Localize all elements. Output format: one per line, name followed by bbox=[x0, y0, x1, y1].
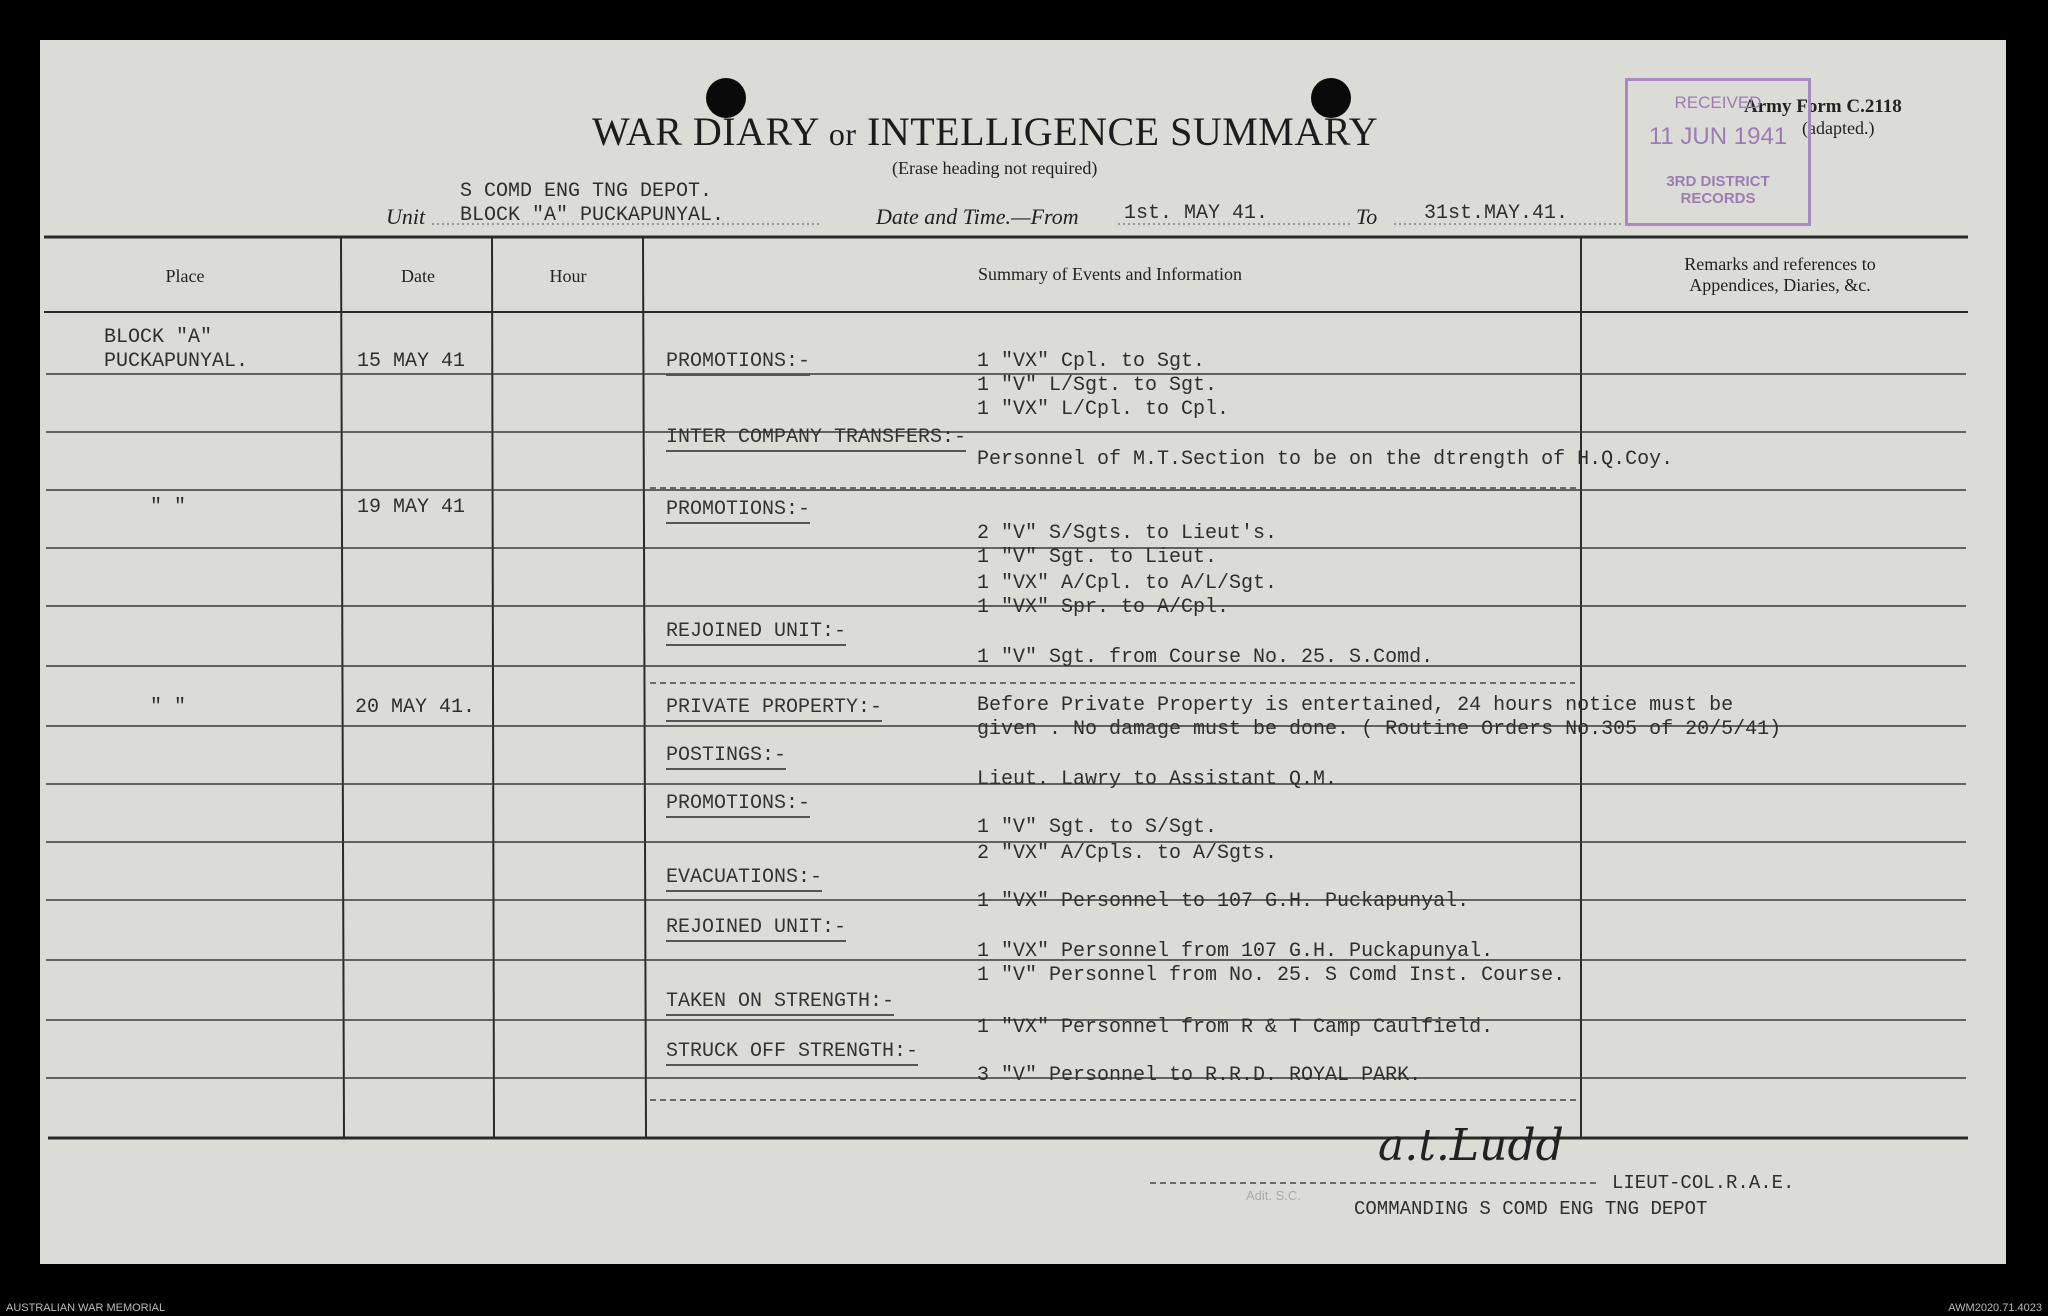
col-header-summary: Summary of Events and Information bbox=[978, 264, 1242, 284]
entry-line: 1 "VX" Personnel from R & T Camp Caulfield. bbox=[977, 1016, 1494, 1039]
date-cell-3: 20 MAY 41. bbox=[355, 696, 476, 719]
entry-line: 1 "V" Personnel from No. 25. S Comd Inst. Course. bbox=[977, 964, 1566, 987]
section-promotions-3: PROMOTIONS:- bbox=[666, 792, 810, 818]
entry-line: 1 "VX" Spr. to A/Cpl. bbox=[977, 596, 1230, 619]
unit-label: Unit bbox=[386, 204, 426, 229]
entry-line: 3 "V" Personnel to R.R.D. ROYAL PARK. bbox=[977, 1064, 1422, 1087]
entry-line: 2 "VX" A/Cpls. to A/Sgts. bbox=[977, 842, 1278, 865]
army-form-number: Army Form C.2118 bbox=[1744, 96, 1902, 117]
footer-right: AWM2020.71.4023 bbox=[1948, 1302, 2042, 1314]
entry-line: 1 "VX" Cpl. to Sgt. bbox=[977, 350, 1206, 373]
section-promotions-1: PROMOTIONS:- bbox=[666, 350, 810, 376]
section-taken-on-strength: TAKEN ON STRENGTH:- bbox=[666, 990, 894, 1016]
entry-line: 1 "VX" Personnel from 107 G.H. Puckapunyal. bbox=[977, 940, 1494, 963]
handwritten-signature: a.t.Ludd bbox=[1378, 1120, 1564, 1171]
col-header-place: Place bbox=[165, 266, 205, 286]
unit-line-2: BLOCK "A" PUCKAPUNYAL. bbox=[460, 204, 725, 227]
entry-line: 1 "VX" L/Cpl. to Cpl. bbox=[977, 398, 1230, 421]
section-evacuations: EVACUATIONS:- bbox=[666, 866, 822, 892]
entry-line: 1 "V" L/Sgt. to Sgt. bbox=[977, 374, 1218, 397]
place-cell-1a: BLOCK "A" bbox=[104, 326, 213, 349]
unit-line-1: S COMD ENG TNG DEPOT. bbox=[460, 180, 713, 203]
section-private-property: PRIVATE PROPERTY:- bbox=[666, 696, 882, 722]
stamp-district: 3RD DISTRICT bbox=[1666, 173, 1770, 190]
entry-line: 1 "VX" A/Cpl. to A/L/Sgt. bbox=[977, 572, 1278, 595]
section-struck-off-strength: STRUCK OFF STRENGTH:- bbox=[666, 1040, 918, 1066]
remarks-header-line-2: Appendices, Diaries, &c. bbox=[1689, 275, 1871, 295]
section-rejoined-1: REJOINED UNIT:- bbox=[666, 620, 846, 646]
signatory-title: COMMANDING S COMD ENG TNG DEPOT bbox=[1354, 1198, 1708, 1220]
section-transfers: INTER COMPANY TRANSFERS:- bbox=[666, 426, 966, 452]
place-cell-1b: PUCKAPUNYAL. bbox=[104, 350, 249, 373]
date-to-value: 31st.MAY.41. bbox=[1424, 202, 1569, 225]
date-cell-1: 15 MAY 41 bbox=[357, 350, 466, 373]
date-time-label: Date and Time.—From bbox=[876, 204, 1079, 229]
col-header-hour: Hour bbox=[549, 266, 587, 286]
section-rejoined-2: REJOINED UNIT:- bbox=[666, 916, 846, 942]
pencil-note: Adit. S.C. bbox=[1246, 1188, 1301, 1203]
title-war-diary: WAR DIARY bbox=[592, 109, 819, 154]
footer-left: AUSTRALIAN WAR MEMORIAL bbox=[6, 1302, 166, 1314]
date-to-label: To bbox=[1356, 204, 1378, 229]
entry-line: Lieut. Lawry to Assistant Q.M. bbox=[977, 768, 1338, 791]
place-cell-2: " " bbox=[150, 496, 187, 519]
entry-line: 1 "V" Sgt. from Course No. 25. S.Comd. bbox=[977, 646, 1434, 669]
remarks-header-line-1: Remarks and references to bbox=[1684, 254, 1876, 274]
col-header-date: Date bbox=[401, 266, 435, 286]
erase-note: (Erase heading not required) bbox=[892, 158, 1098, 178]
adapted-note: (adapted.) bbox=[1802, 118, 1875, 138]
entry-line: 1 "V" Sgt. to Lieut. bbox=[977, 546, 1218, 569]
date-from-value: 1st. MAY 41. bbox=[1124, 202, 1269, 225]
section-promotions-2: PROMOTIONS:- bbox=[666, 498, 810, 524]
signatory-rank: LIEUT-COL.R.A.E. bbox=[1612, 1172, 1795, 1194]
date-cell-2: 19 MAY 41 bbox=[357, 496, 466, 519]
title-intelligence-summary: INTELLIGENCE SUMMARY bbox=[867, 109, 1379, 154]
entry-line: 1 "VX" Personnel to 107 G.H. Puckapunyal. bbox=[977, 890, 1470, 913]
entry-line: 2 "V" S/Sgts. to Lieut's. bbox=[977, 522, 1278, 545]
place-cell-3: " " bbox=[150, 696, 187, 719]
stamp-received: RECEIVED bbox=[1674, 93, 1762, 112]
stamp-date: 11 JUN 1941 bbox=[1648, 123, 1788, 150]
entry-line: Personnel of M.T.Section to be on the dtrength of H.Q.Coy. bbox=[977, 448, 1674, 471]
entry-line: given . No damage must be done. ( Routine Orders No.305 of 20/5/41) bbox=[977, 718, 1782, 741]
entry-line: Before Private Property is entertained, 24 hours notice must be bbox=[977, 694, 1734, 717]
stamp-records: RECORDS bbox=[1680, 190, 1756, 207]
received-stamp bbox=[1625, 78, 1811, 226]
title-or: or bbox=[828, 116, 857, 152]
entry-line: 1 "V" Sgt. to S/Sgt. bbox=[977, 816, 1218, 839]
form-title bbox=[592, 108, 1378, 155]
section-postings: POSTINGS:- bbox=[666, 744, 786, 770]
stamp-office bbox=[1628, 173, 1808, 207]
col-header-remarks bbox=[1620, 254, 1940, 296]
